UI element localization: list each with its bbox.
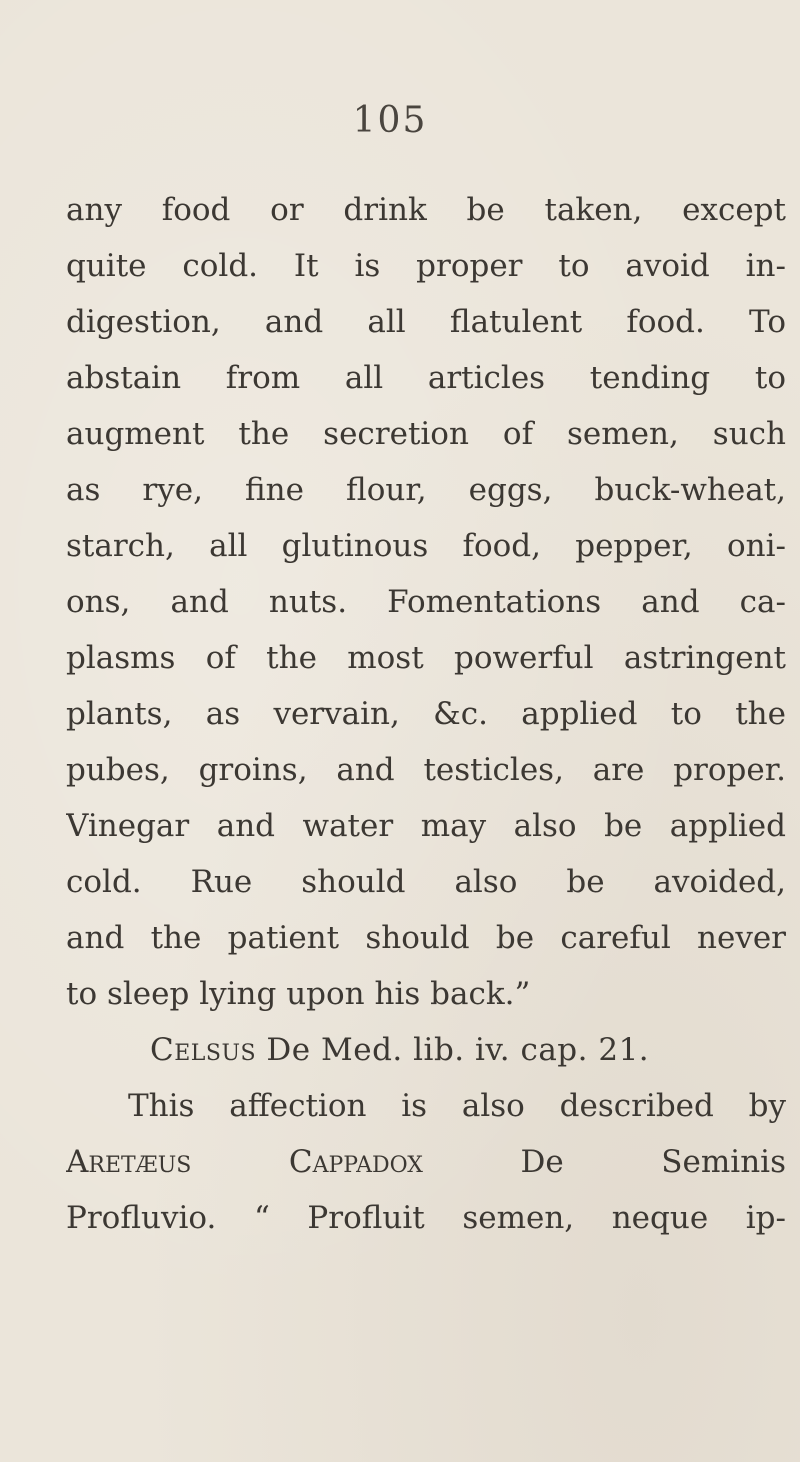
citation xyxy=(150,1022,786,1078)
cited-author: Aretæus Cappadox xyxy=(66,1144,423,1180)
page-number: 105 xyxy=(352,100,428,141)
text-line: plants, as vervain, &c. applied to the xyxy=(66,696,786,732)
text-line: quite cold. It is proper to avoid in- xyxy=(66,248,786,284)
text-line: starch, all glutinous food, pepper, oni- xyxy=(66,528,786,564)
text-line: cold. Rue should also be avoided, xyxy=(66,864,786,900)
text-line: to sleep lying upon his back.” xyxy=(66,976,531,1012)
text-line: any food or drink be taken, except xyxy=(66,192,786,228)
text-line: Vinegar and water may also be applied xyxy=(66,808,786,844)
text-line: augment the secretion of semen, such xyxy=(66,416,786,452)
text-line: and the patient should be careful never xyxy=(66,920,786,956)
citation-reference: De Med. lib. iv. cap. 21. xyxy=(256,1032,650,1068)
text-line: pubes, groins, and testicles, are proper. xyxy=(66,752,786,788)
text-line: abstain from all articles tending to xyxy=(66,360,786,396)
text-line: ons, and nuts. Fomentations and ca- xyxy=(66,584,786,620)
text-line: plasms of the most powerful astringent xyxy=(66,640,786,676)
text-line xyxy=(66,1134,786,1190)
cited-work: De Seminis xyxy=(422,1144,786,1180)
paragraph-opening-line: This affection is also described by xyxy=(128,1088,786,1124)
text-line: as rye, fine flour, eggs, buck-wheat, xyxy=(66,472,786,508)
citation-author: Celsus xyxy=(150,1032,257,1068)
text-line: digestion, and all flatulent food. To xyxy=(66,304,786,340)
text-line: Profluvio. “ Profluit semen, neque ip- xyxy=(66,1200,786,1236)
